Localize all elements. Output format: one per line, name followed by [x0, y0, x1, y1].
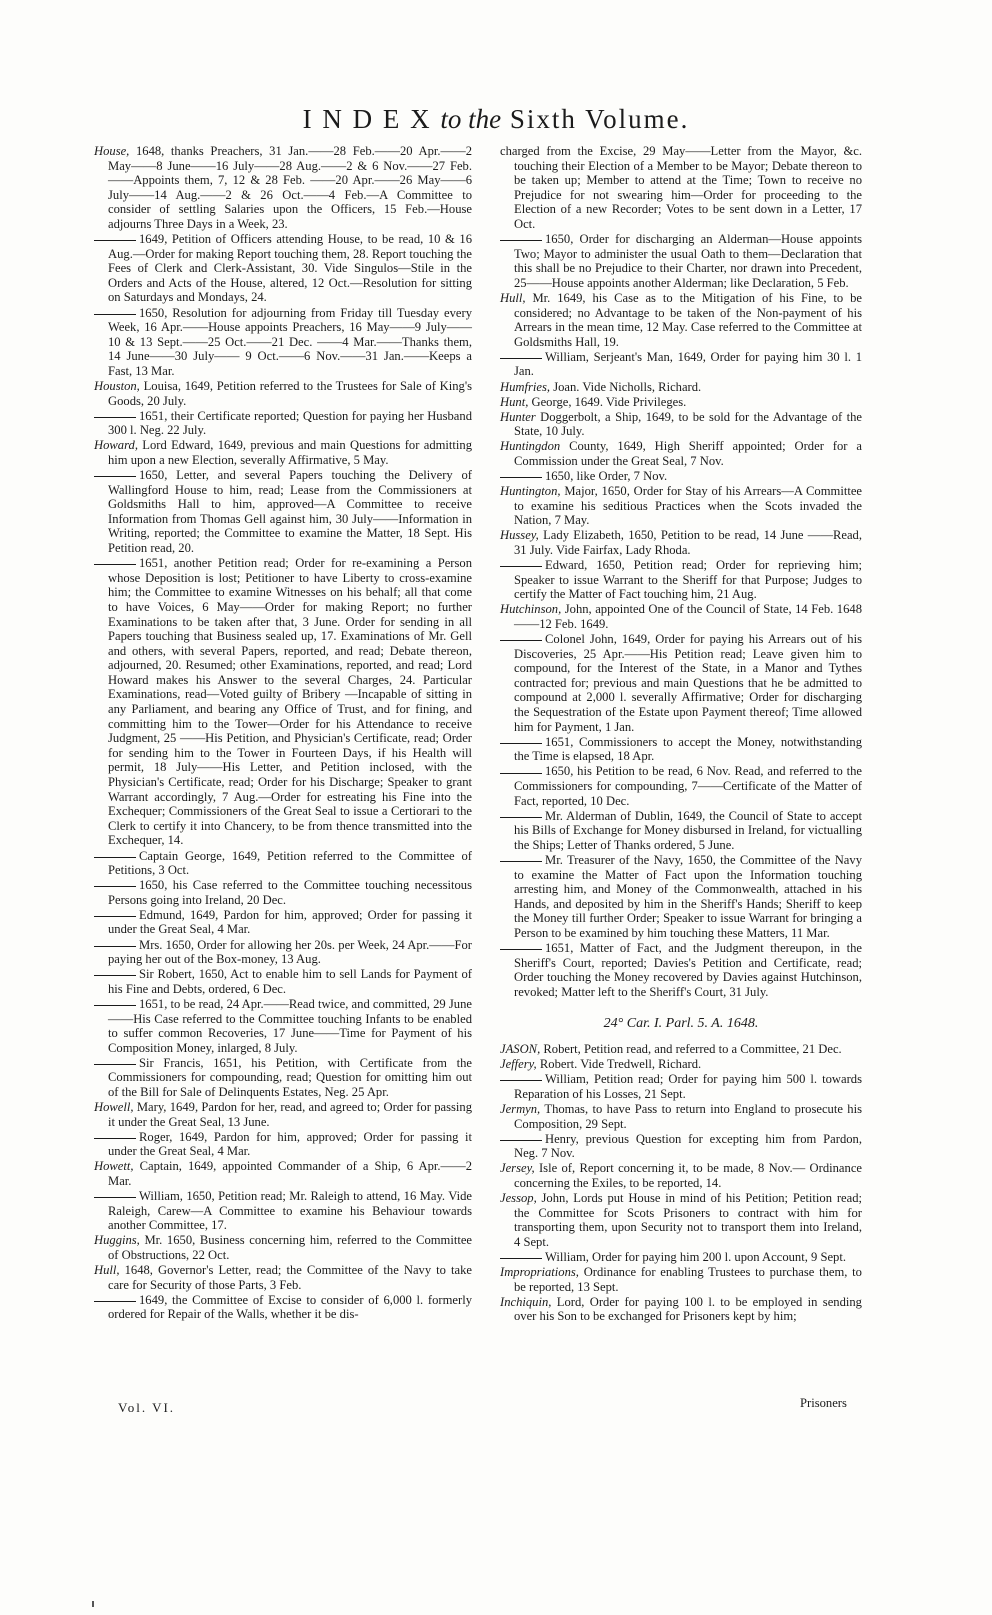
entry-headword: Hull, [94, 1263, 120, 1278]
ditto-rule [94, 416, 136, 418]
entry-text: 1648, thanks Preachers, 31 Jan.——28 Feb.——20 Apr.——2 May——8 June——16 July——28 Aug.——2 & 6 Nov.——27 Feb.——Appoints them, 7, 12 & 28 Feb. ——20 Apr.——26 May——6 July——14 Aug.——2 & 26 Oct.——4 Feb.—A Committee to consider of settling Salaries upon the Officers, 15 Feb.—House adjourns Three Days in a Week, 23. [108, 144, 472, 231]
entry-text: John, appointed One of the Council of State, 14 Feb. 1648——12 Feb. 1649. [514, 602, 862, 631]
entry-text: Thomas, to have Pass to return into England to prosecute his Composition, 29 Sept. [514, 1101, 863, 1131]
entry-headword: Humfries, [500, 379, 551, 394]
entry-text: Joan. Vide Nicholls, Richard. [553, 379, 702, 394]
entry-text: 1650, Letter, and several Papers touching the Delivery of Wallingford House to him, read; Lease from the Commissioners at Goldsmiths Hall to him, approved—A Committee to receive Information from Thomas Gell against him, 30 July——Information in Writing, reported; the Committee to examine the Matter, 18 Sept. His Petition read, 20. [108, 468, 472, 556]
ditto-rule [500, 357, 542, 359]
ditto-rule [500, 948, 542, 950]
entry-text: Major, 1650, Order for Stay of his Arrears—A Committee to examine his seditious Practices when the Scots invaded the Nation, 7 May. [514, 484, 862, 528]
index-entry [500, 484, 862, 528]
index-entry [94, 967, 472, 996]
index-entry [500, 395, 862, 410]
entry-text: 1649, Petition of Officers attending House, to be read, 10 & 16 Aug.—Order for making Report touching them, 28. Report touching the Fees of Clerk and Clerk-Assistant, 30. Vide Singulos—Stile in the Orders and Acts of the House, altered, 12 Oct.—Resolution for sitting on Saturdays and Mondays, 24. [108, 232, 472, 305]
entry-headword: Impropriations, [500, 1264, 579, 1279]
entry-headword: Huggins, [94, 1233, 140, 1248]
entry-headword: Hunt, [500, 394, 529, 409]
entry-text: 1651, Commissioners to accept the Money, notwithstanding the Time is elapsed, 18 Apr. [514, 734, 862, 764]
index-entry [94, 997, 472, 1055]
index-entry [94, 1233, 472, 1262]
index-entry [500, 380, 862, 395]
entry-text: George, 1649. Vide Privileges. [531, 394, 687, 409]
entry-text: 1651, their Certificate reported; Question for paying her Husband 300 l. Neg. 22 July. [108, 408, 472, 438]
entry-text: Robert. Vide Tredwell, Richard. [539, 1057, 702, 1072]
entry-text: 1650, Resolution for adjourning from Friday till Tuesday every Week, 16 Apr.——House appoints Preachers, 16 May——9 July——10 & 13 Sept.——25 Oct.——21 Dec. ——4 Mar.——Thanks them, 14 June——30 July—— 9 Oct.——6 Nov.——31 Jan.——Keeps a Fast, 13 Mar. [108, 305, 472, 378]
entry-text: William, Serjeant's Man, 1649, Order for paying him 30 l. 1 Jan. [514, 349, 862, 379]
ditto-rule [94, 1063, 136, 1065]
index-entry [94, 849, 472, 878]
entry-text: John, Lords put House in mind of his Petition; Petition read; the Committee for Scots Prisoners to contract with him for transporting them, upon Security not to transport them into Ireland, 4 Sept. [514, 1190, 862, 1249]
index-entry [500, 941, 862, 999]
ditto-rule [94, 1300, 136, 1302]
right-column-entries [500, 144, 862, 999]
entry-headword: Huntingdon [500, 439, 561, 454]
entry-text: Roger, 1649, Pardon for him, approved; Order for passing it under the Great Seal, 4 Mar. [108, 1129, 472, 1159]
ditto-rule [500, 742, 542, 744]
entry-headword: Huntington, [500, 484, 561, 499]
entry-text: 1648, Governor's Letter, read; the Committee of the Navy to take care for Security of those Parts, 3 Feb. [108, 1263, 473, 1292]
index-entry [500, 1072, 862, 1101]
ditto-rule [500, 816, 542, 818]
index-entry [500, 469, 862, 484]
entry-headword: Hutchinson, [500, 602, 562, 617]
index-entry [94, 1263, 472, 1292]
index-entry [500, 764, 862, 808]
entry-text: Mr. Alderman of Dublin, 1649, the Council of State to accept his Bills of Exchange for Money disbursed in Ireland, for victualling the Ships; Letter of Thanks ordered, 5 June. [514, 808, 862, 852]
entry-headword: Hunter [500, 409, 536, 424]
entry-text: Colonel John, 1649, Order for paying his Arrears out of his Discoveries, 25 Apr.——His Petition read; Leave given him to compound, for the Interest of the State, in a Manor and Tythes contracted for; previous and main Questions that he be admitted to compound at 2,000 l. severally Affirmative; Order for discharging the Sequestration of the Estate upon Payment thereof; Time allowed him for Payment, 1 Jan. [514, 632, 862, 734]
index-entry [500, 1161, 862, 1190]
index-entry [94, 379, 472, 408]
index-entry [94, 306, 472, 379]
index-entry [94, 468, 472, 556]
entry-headword: Jermyn, [500, 1101, 541, 1116]
entry-headword: Jeffery, [500, 1057, 537, 1072]
ditto-rule [94, 475, 136, 477]
entry-headword: Howard, [94, 438, 138, 453]
entry-headword: Jersey, [500, 1161, 535, 1176]
index-entry [94, 938, 472, 967]
index-entry [500, 1042, 862, 1057]
entry-text: William, Petition read; Order for paying him 500 l. towards Reparation of his Losses, 21 Sept. [514, 1072, 862, 1101]
entry-text: Mrs. 1650, Order for allowing her 20s. per Week, 24 Apr.——For paying her out of the Box-money, 13 Aug. [108, 937, 472, 967]
index-entry [500, 350, 862, 379]
entry-text: Henry, previous Question for excepting him from Pardon, Neg. 7 Nov. [514, 1131, 862, 1161]
entry-text: Captain George, 1649, Petition referred to the Committee of Petitions, 3 Oct. [108, 848, 472, 878]
title-index: I N D E X [302, 104, 432, 134]
entry-text: Sir Francis, 1651, his Petition, with Certificate from the Commissioners for compounding, read; Question for omitting him out of the Bill for Sale of Delinquents Estates, Neg. 25 Apr. [108, 1055, 472, 1099]
entry-text: 1650, like Order, 7 Nov. [545, 469, 668, 484]
entry-text: Lord, Order for paying 100 l. to be employed in sending over his Son to be exchanged for Prisoners kept by him; [514, 1294, 862, 1324]
index-entry [500, 232, 862, 290]
entry-text: charged from the Excise, 29 May——Letter from the Mayor, &c. touching their Election of a Member to be Mayor; Debate thereon to be taken up; Member to attend at the Time; Town to receive no Prejudice for not swearing him—Order for proceeding to the Election of a new Recorder; Votes to be sent down in a Letter, 17 Oct. [500, 144, 862, 231]
index-entry [500, 144, 862, 232]
entry-text: Isle of, Report concerning it, to be made, 8 Nov.— Ordinance concerning the Exiles, to be reported, 14. [514, 1161, 862, 1190]
title-volume: Sixth Volume. [509, 104, 690, 134]
index-entry [500, 528, 862, 557]
index-entry [500, 1191, 862, 1249]
index-entry [94, 878, 472, 907]
entry-text: 1649, the Committee of Excise to consider of 6,000 l. formerly ordered for Repair of the Walls, whether it be dis- [108, 1292, 472, 1322]
entry-headword: Hull, [500, 290, 526, 305]
index-entry [94, 1189, 472, 1233]
ditto-rule [500, 1079, 542, 1081]
entry-text: Ordinance for enabling Trustees to purchase them, to be reported, 13 Sept. [514, 1264, 862, 1294]
page-title [0, 104, 992, 135]
entry-headword: Houston, [94, 379, 140, 393]
entry-headword: Inchiquin, [500, 1294, 552, 1309]
ditto-rule [500, 860, 542, 862]
entry-text: Mary, 1649, Pardon for her, read, and agreed to; Order for passing it under the Great Seal, 13 June. [108, 1100, 472, 1129]
entry-headword: House, [94, 144, 130, 158]
index-entry [94, 908, 472, 937]
index-entry [94, 1130, 472, 1159]
index-entry [94, 144, 472, 232]
index-entry [94, 1056, 472, 1100]
ditto-rule [500, 772, 542, 774]
index-entry [94, 1293, 472, 1322]
entry-text: Mr. Treasurer of the Navy, 1650, the Committee of the Navy to examine the Matter of Fact upon the Information touching arresting him, and Money of the Commonwealth, attached in his Hands, and deposited by him in the Sheriff's Hands; Sheriff to keep the Money till further Order; Speaker to issue Warrant for bringing a Person to be examined by him touching these Matters, 11 Mar. [514, 853, 862, 940]
entry-text: Edward, 1650, Petition read; Order for reprieving him; Speaker to issue Warrant to the Sheriff for that Purpose; Judges to certify the Matter of Fact touching him, 21 Aug. [514, 558, 862, 602]
ditto-rule [94, 945, 136, 947]
index-entry [500, 853, 862, 941]
entry-headword: Hussey, [500, 528, 539, 543]
ditto-rule [500, 639, 542, 641]
index-entry [94, 438, 472, 467]
index-entry [94, 409, 472, 438]
ditto-rule [94, 856, 136, 858]
ditto-rule [94, 313, 136, 315]
entry-text: 1650, his Case referred to the Committee touching necessitous Persons going into Ireland, 20 Dec. [108, 878, 472, 907]
ditto-rule [94, 1196, 136, 1198]
ditto-rule [94, 885, 136, 887]
index-entry [500, 558, 862, 602]
ditto-rule [500, 1139, 542, 1141]
index-entry [94, 556, 472, 848]
index-entry [500, 291, 862, 349]
index-entry [500, 439, 862, 468]
ditto-rule [500, 565, 542, 567]
entry-text: 1650, his Petition to be read, 6 Nov. Read, and referred to the Commissioners for compounding, 7——Certificate of the Matter of Fact, reported, 10 Dec. [514, 764, 862, 808]
index-entry [500, 1265, 862, 1294]
entry-headword: Howett, [94, 1159, 134, 1174]
index-entry [500, 632, 862, 734]
ditto-rule [94, 563, 136, 565]
ditto-rule [500, 239, 542, 241]
entry-text: Sir Robert, 1650, Act to enable him to sell Lands for Payment of his Fine and Debts, ordered, 6 Dec. [108, 967, 472, 996]
ditto-rule [94, 1137, 136, 1139]
right-column [500, 144, 862, 1324]
entry-text: Mr. 1650, Business concerning him, referred to the Committee of Obstructions, 22 Oct. [108, 1233, 473, 1263]
entry-text: Doggerbolt, a Ship, 1649, to be sold for the Advantage of the State, 10 July. [514, 409, 862, 439]
entry-text: William, 1650, Petition read; Mr. Raleigh to attend, 16 May. Vide Raleigh, Carew—A Committee to examine his Behaviour towards another Committee, 17. [108, 1189, 472, 1233]
entry-text: Lord Edward, 1649, previous and main Questions for admitting him upon a new Election, severally Affirmative, 5 May. [108, 438, 473, 467]
ditto-rule [94, 915, 136, 917]
ditto-rule [500, 476, 542, 478]
entry-headword: Jessop, [500, 1190, 537, 1205]
index-entry [500, 1295, 862, 1324]
index-entry [94, 232, 472, 305]
section-heading: 24° Car. I. Parl. 5. A. 1648. [603, 1016, 759, 1032]
index-entry [500, 1132, 862, 1161]
catchword: Prisoners [800, 1396, 847, 1410]
entry-text: Louisa, 1649, Petition referred to the Trustees for Sale of King's Goods, 20 July. [108, 379, 472, 408]
entry-text: Edmund, 1649, Pardon for him, approved; Order for passing it under the Great Seal, 4 Mar. [108, 907, 472, 937]
left-column [94, 144, 472, 1323]
entry-text: Lady Elizabeth, 1650, Petition to be read, 14 June ——Read, 31 July. Vide Fairfax, Lady Rhoda. [514, 528, 863, 558]
index-entry [500, 410, 862, 439]
index-entry [500, 1250, 862, 1265]
title-to-the: to the [440, 104, 502, 134]
entry-text: County, 1649, High Sheriff appointed; Order for a Commission under the Great Seal, 7 Nov. [514, 439, 862, 468]
entry-headword: Howell, [94, 1100, 134, 1115]
entry-headword: JASON, [500, 1042, 541, 1057]
print-mark [92, 1601, 94, 1607]
entry-text: Mr. 1649, his Case as to the Mitigation of his Fine, to be considered; no Advantage to be taken of the Non-payment of his Arrears in the mean time, 12 May. Case referred to the Committee at Goldsmiths Hall, 19. [514, 290, 862, 349]
right-column-j-entries [500, 1042, 862, 1324]
index-entry [500, 602, 862, 631]
entry-text: 1651, another Petition read; Order for re-examining a Person whose Deposition is lost; Petitioner to have Liberty to cross-examine him; the Committee to examine Witnesses on his behalf; all that come to have Voices, 6 May——Order for making Report; no further Examinations to be taken after that, 3 June. Order for sending in all Papers touching that Business sealed up, 17. Examinations of Mr. Gell and others, with several Papers, reported, and read; Debate thereon, adjourned, 20. Resumed; other Examinations, reported, and read; Lord Howard makes his Answer to the several Charges, 24. Particular Examinations, read—Voted guilty of Bribery —Incapable of sitting in any Parliament, and bearing any Office of Trust, and for fining, and committing him to the Tower—Order for his Attendance to receive Judgment, 25 ——His Petition, and Physician's Certificate, read; Order for sending him to the Tower in Fourteen Days, if his Health will permit, 18 July——His Letter, and Petition inclosed, with the Physician's Certificate, read; Order for his Discharge; Speaker to grant Warrant accordingly, 7 Aug.—Order for estreating his Fine into the Exchequer; Commissioners of the Great Seal to issue a Certiorari to the Clerk to certify it into Chancery, to be from thence transmitted into the Exchequer, 14. [108, 556, 472, 848]
index-entry [500, 735, 862, 764]
index-entry [94, 1100, 472, 1129]
entry-text: William, Order for paying him 200 l. upon Account, 9 Sept. [545, 1249, 846, 1264]
index-entry [500, 1102, 862, 1131]
ditto-rule [94, 974, 136, 976]
ditto-rule [94, 1004, 136, 1006]
ditto-rule [94, 239, 136, 241]
index-entry [94, 1159, 472, 1188]
index-entry [500, 809, 862, 853]
index-entry [500, 1057, 862, 1072]
volume-signature: Vol. VI. [118, 1400, 176, 1415]
entry-text: Robert, Petition read, and referred to a Committee, 21 Dec. [543, 1042, 842, 1057]
entry-text: 1651, Matter of Fact, and the Judgment thereupon, in the Sheriff's Court, reported; Davies's Petition and Certificate, read; Order touching the Money recovered by Davies against Hutchinson, revoked; Matter left to the Sheriff's Court, 31 July. [514, 941, 862, 999]
entry-text: Captain, 1649, appointed Commander of a Ship, 6 Apr.——2 Mar. [108, 1159, 472, 1189]
entry-text: 1651, to be read, 24 Apr.——Read twice, and committed, 29 June——His Case referred to the Committee touching Infants to be enabled to suffer common Recoveries, 17 June——Time for Payment of his Composition Money, inlarged, 8 July. [108, 996, 472, 1055]
ditto-rule [500, 1257, 542, 1259]
entry-text: 1650, Order for discharging an Alderman—House appoints Two; Mayor to administer the usual Oath to them—Declaration that this shall be no Prejudice to their Charter, nor drawn into Precedent, 25——House appoints another Alderman; like Declaration, 5 Feb. [514, 232, 862, 290]
